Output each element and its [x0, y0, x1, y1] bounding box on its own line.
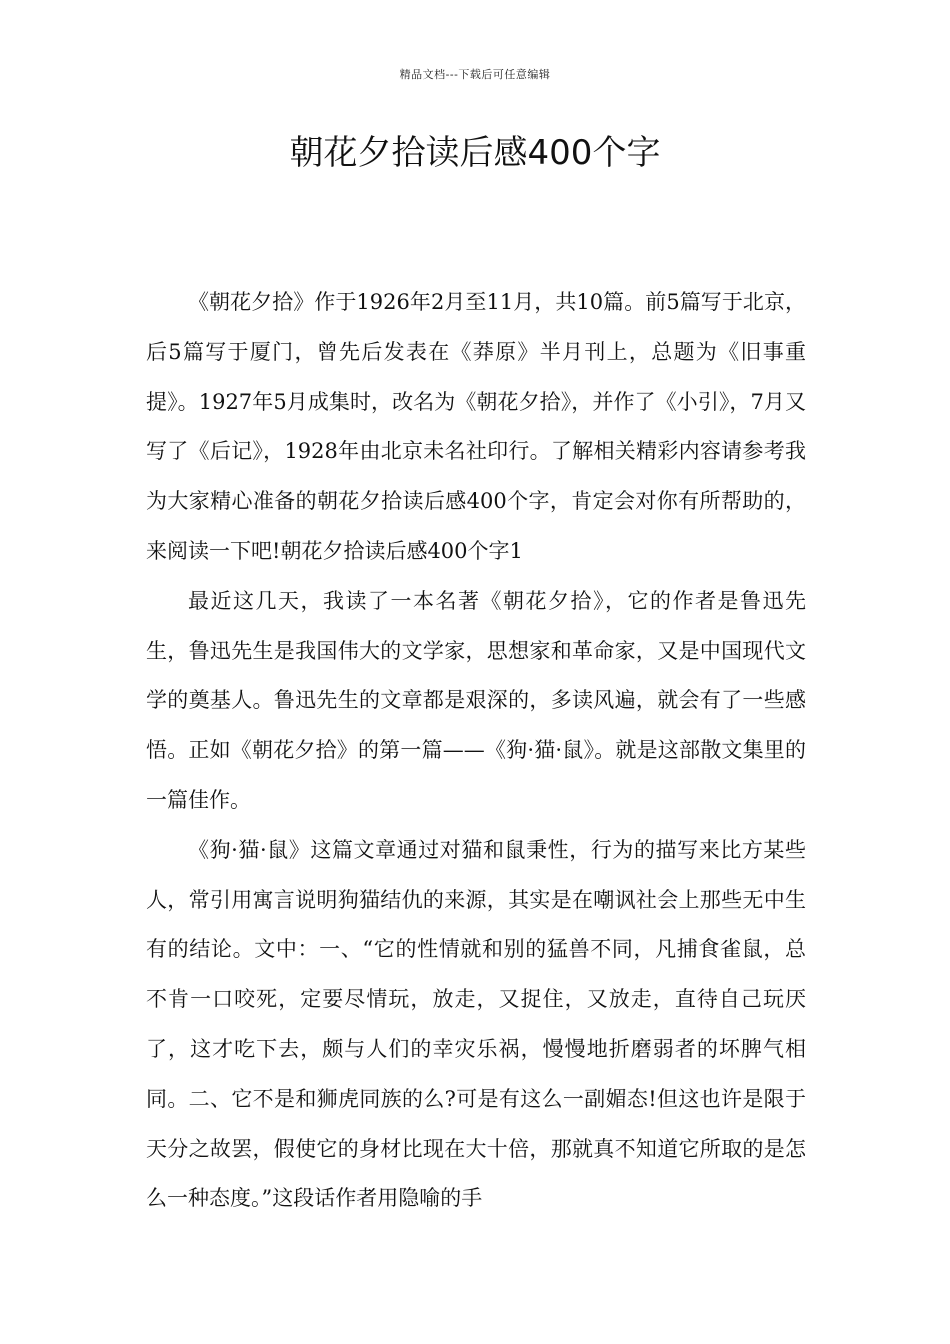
paragraph-1: 《朝花夕拾》作于1926年2月至11月，共10篇。前5篇写于北京，后5篇写于厦门，曾先后发表在《莽原》半月刊上，总题为《旧事重提》。1927年5月成集时，改名为《朝花夕拾》，并作了《小引》，7月又写了《后记》，1928年由北京未名社印行。了解相关精彩内容请参考我为大家精心准备的朝花夕拾读后感400个字，肯定会对你有所帮助的，来阅读一下吧!朝花夕拾读后感400个字1 — [146, 290, 806, 563]
document-title: 朝花夕拾读后感400个字 — [289, 133, 661, 173]
header-note: 精品文档---下载后可任意编辑 — [399, 68, 551, 81]
document-body — [146, 278, 806, 1224]
paragraph-2: 最近这几天，我读了一本名著《朝花夕拾》，它的作者是鲁迅先生，鲁迅先生是我国伟大的文学家，思想家和革命家，又是中国现代文学的奠基人。鲁迅先生的文章都是艰深的，多读风遍，就会有了一些感悟。正如《朝花夕拾》的第一篇——《狗·猫·鼠》。就是这部散文集里的一篇佳作。 — [146, 588, 806, 812]
paragraph-3: 《狗·猫·鼠》这篇文章通过对猫和鼠秉性，行为的描写来比方某些人，常引用寓言说明狗猫结仇的来源，其实是在嘲讽社会上那些无中生有的结论。文中：一、“它的性情就和别的猛兽不同，凡捕食雀鼠，总不肯一口咬死，定要尽情玩，放走，又捉住，又放走，直待自己玩厌了，这才吃下去，颇与人们的幸灾乐祸，慢慢地折磨弱者的坏脾气相同。二、它不是和狮虎同族的么?可是有这么一副媚态!但这也许是限于天分之故罢，假使它的身材比现在大十倍，那就真不知道它所取的是怎么一种态度。”这段话作者用隐喻的手 — [146, 837, 806, 1211]
